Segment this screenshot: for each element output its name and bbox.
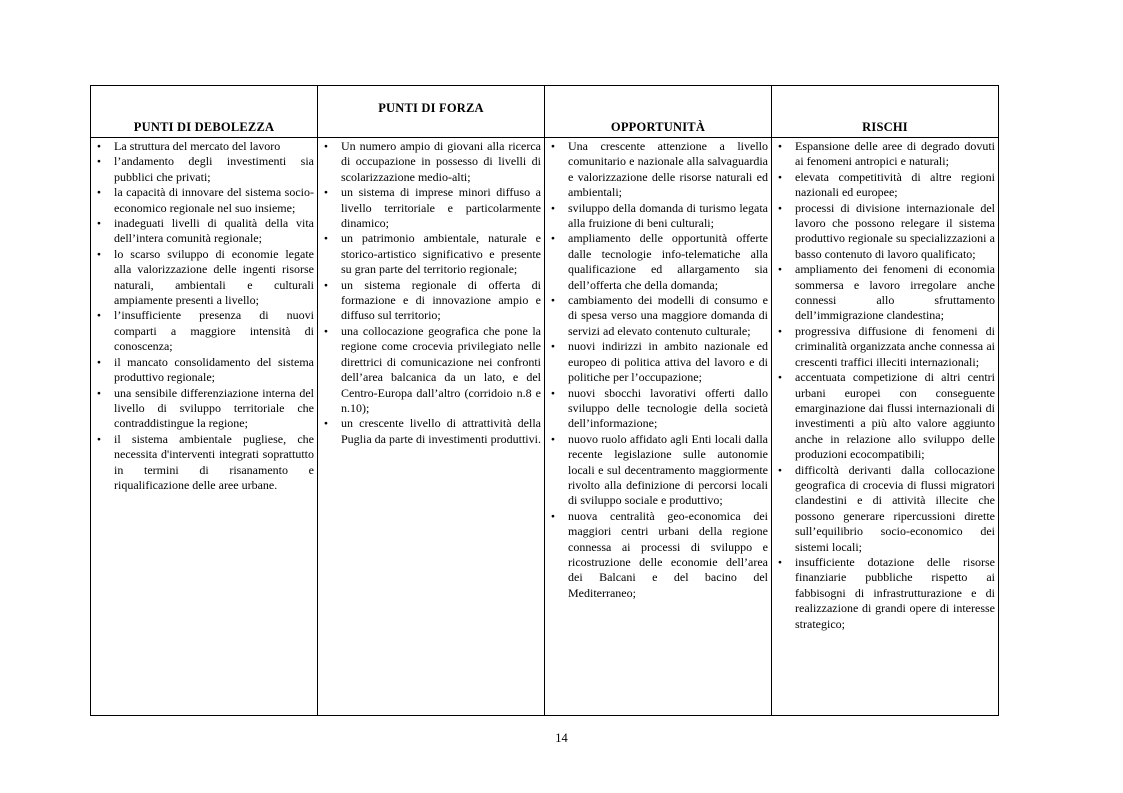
column-rischi <box>772 138 999 716</box>
list-item: ● un sistema regionale di offerta di formazione e di innovazione ampio e diffuso sul territorio; <box>318 278 541 324</box>
list-item: ● Un numero ampio di giovani alla ricerca di occupazione in possesso di livelli di scolarizzazione medio-alti; <box>318 139 541 185</box>
column-punti-di-debolezza <box>91 138 318 716</box>
opportunita-list <box>545 139 771 601</box>
list-item: ● Una crescente attenzione a livello comunitario e nazionale alla salvaguardia e valorizzazione delle risorse naturali ed ambientali; <box>545 139 768 201</box>
list-item: ● cambiamento dei modelli di consumo e di spesa verso una maggiore domanda di servizi ad elevato contenuto culturale; <box>545 293 768 339</box>
header-rischi: RISCHI <box>772 86 999 138</box>
list-item: ● il sistema ambientale pugliese, che necessita d'interventi integrati soprattutto in termini di risanamento e riqualificazione delle aree urbane. <box>91 432 314 494</box>
list-item: ● difficoltà derivanti dalla collocazione geografica di crocevia di flussi migratori clandestini e di attività illecite che possono generare ripercussioni dirette sull’equilibrio socio-economico dei sistemi locali; <box>772 463 995 555</box>
list-item: ● lo scarso sviluppo di economie legate alla valorizzazione delle ingenti risorse naturali, ambientali e culturali ampiamente presenti a livello; <box>91 247 314 309</box>
forza-list <box>318 139 544 447</box>
column-punti-di-forza <box>318 138 545 716</box>
list-item: ● l’insufficiente presenza di nuovi comparti a maggiore intensità di conoscenza; <box>91 308 314 354</box>
list-item: ● una sensibile differenziazione interna del livello di sviluppo territoriale che contraddistingue la regione; <box>91 386 314 432</box>
list-item: ● nuovo ruolo affidato agli Enti locali dalla recente legislazione sulle autonomie locali e sul decentramento maggiormente rivolto alla definizione di percorsi locali di sviluppo sociale e produttivo; <box>545 432 768 509</box>
rischi-list <box>772 139 998 632</box>
list-item: ● nuova centralità geo-economica dei maggiori centri urbani della regione connessa ai processi di sviluppo e ricostruzione delle economie dell’area dei Balcani e del bacino del Mediterraneo; <box>545 509 768 601</box>
swot-table <box>90 85 999 716</box>
list-item: ● Espansione delle aree di degrado dovuti ai fenomeni antropici e naturali; <box>772 139 995 170</box>
list-item: ● il mancato consolidamento del sistema produttivo regionale; <box>91 355 314 386</box>
header-opportunita: OPPORTUNITÀ <box>545 86 772 138</box>
header-punti-di-debolezza: PUNTI DI DEBOLEZZA <box>91 86 318 138</box>
column-opportunita <box>545 138 772 716</box>
header-punti-di-forza: PUNTI DI FORZA <box>318 86 545 138</box>
list-item: ● La struttura del mercato del lavoro <box>91 139 314 154</box>
list-item: ● ampliamento delle opportunità offerte dalle tecnologie info-telematiche alla qualificazione ed allargamento sia dell’offerta che della domanda; <box>545 231 768 293</box>
list-item: ● nuovi sbocchi lavorativi offerti dallo sviluppo delle tecnologie della società dell’informazione; <box>545 386 768 432</box>
list-item: ● progressiva diffusione di fenomeni di criminalità organizzata anche connessa ai crescenti traffici illeciti internazionali; <box>772 324 995 370</box>
list-item: ● nuovi indirizzi in ambito nazionale ed europeo di politica attiva del lavoro e di politiche per l’occupazione; <box>545 339 768 385</box>
list-item: ● insufficiente dotazione delle risorse finanziarie pubbliche rispetto ai fabbisogni di infrastrutturazione e di realizzazione di grandi opere di interesse strategico; <box>772 555 995 632</box>
list-item: ● un crescente livello di attrattività della Puglia da parte di investimenti produttivi. <box>318 416 541 447</box>
debolezza-list <box>91 139 317 493</box>
list-item: ● la capacità di innovare del sistema socio-economico regionale nel suo insieme; <box>91 185 314 216</box>
list-item: ● un sistema di imprese minori diffuso a livello territoriale e particolarmente dinamico; <box>318 185 541 231</box>
list-item: ● una collocazione geografica che pone la regione come crocevia privilegiato nelle direttrici di comunicazione nei confronti dell’area balcanica da un lato, e del Centro-Europa dall’altro (corridoio n.8 e n.10); <box>318 324 541 416</box>
header-row <box>91 86 999 138</box>
list-item: ● elevata competitività di altre regioni nazionali ed europee; <box>772 170 995 201</box>
list-item: ● sviluppo della domanda di turismo legata alla fruizione di beni culturali; <box>545 201 768 232</box>
list-item: ● processi di divisione internazionale del lavoro che possono relegare il sistema produttivo regionale su specializzazioni a basso contenuto di lavoro qualificato; <box>772 201 995 263</box>
list-item: ● l’andamento degli investimenti sia pubblici che privati; <box>91 154 314 185</box>
list-item: ● un patrimonio ambientale, naturale e storico-artistico significativo e presente su gran parte del territorio regionale; <box>318 231 541 277</box>
content-row <box>91 138 999 716</box>
list-item: ● inadeguati livelli di qualità della vita dell’intera comunità regionale; <box>91 216 314 247</box>
list-item: ● accentuata competizione di altri centri urbani europei con conseguente emarginazione dai flussi internazionali di investimenti a più alto valore aggiunto anche in relazione allo sviluppo delle produzioni ecocompatibili; <box>772 370 995 462</box>
list-item: ● ampliamento dei fenomeni di economia sommersa e lavoro irregolare anche connessi allo sfruttamento dell’immigrazione clandestina; <box>772 262 995 324</box>
page-number: 14 <box>555 731 568 745</box>
